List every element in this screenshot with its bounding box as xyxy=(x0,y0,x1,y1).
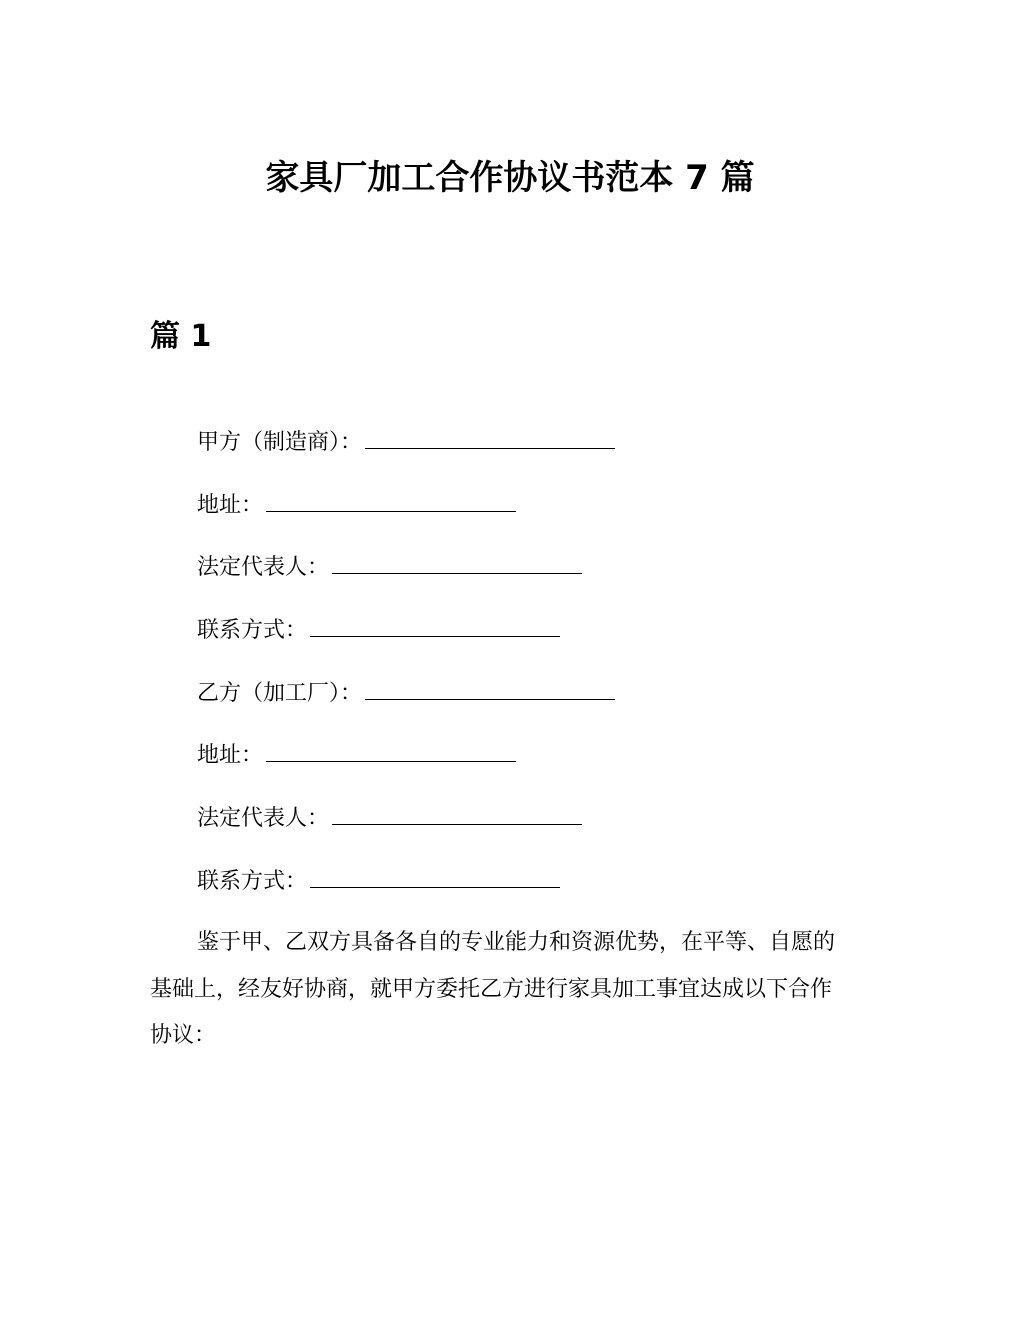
field-party-a-legal-rep xyxy=(197,545,615,608)
field-party-a-contact xyxy=(197,608,615,671)
field-party-b xyxy=(197,671,615,734)
fill-in-blank-line xyxy=(332,545,582,574)
field-label: 乙方（加工厂）： xyxy=(197,680,363,706)
field-party-a xyxy=(197,420,615,483)
party-info-fields xyxy=(197,420,615,922)
section-heading: 篇 1 xyxy=(150,319,212,354)
field-party-b-address xyxy=(197,733,615,796)
field-party-a-address xyxy=(197,483,615,546)
fill-in-blank-line xyxy=(365,420,615,449)
field-label: 联系方式： xyxy=(197,618,308,644)
field-party-b-legal-rep xyxy=(197,796,615,859)
field-label: 地址： xyxy=(197,492,264,518)
field-label: 甲方（制造商）： xyxy=(197,430,363,455)
fill-in-blank-line xyxy=(310,608,560,637)
field-party-b-contact xyxy=(197,859,615,922)
document-title: 家具厂加工合作协议书范本 7 篇 xyxy=(265,158,755,198)
fill-in-blank-line xyxy=(266,483,516,512)
field-label: 联系方式： xyxy=(197,868,308,894)
field-label: 地址： xyxy=(197,743,264,769)
fill-in-blank-line xyxy=(310,859,560,888)
fill-in-blank-line xyxy=(365,671,615,700)
fill-in-blank-line xyxy=(266,733,516,762)
field-label: 法定代表人： xyxy=(197,555,330,581)
field-label: 法定代表人： xyxy=(197,806,330,832)
fill-in-blank-line xyxy=(332,796,582,825)
intro-paragraph: 鉴于甲、乙双方具备各自的专业能力和资源优势，在平等、自愿的基础上，经友好协商，就甲方委托乙方进行家具加工事宜达成以下合作协议： xyxy=(150,930,836,1048)
